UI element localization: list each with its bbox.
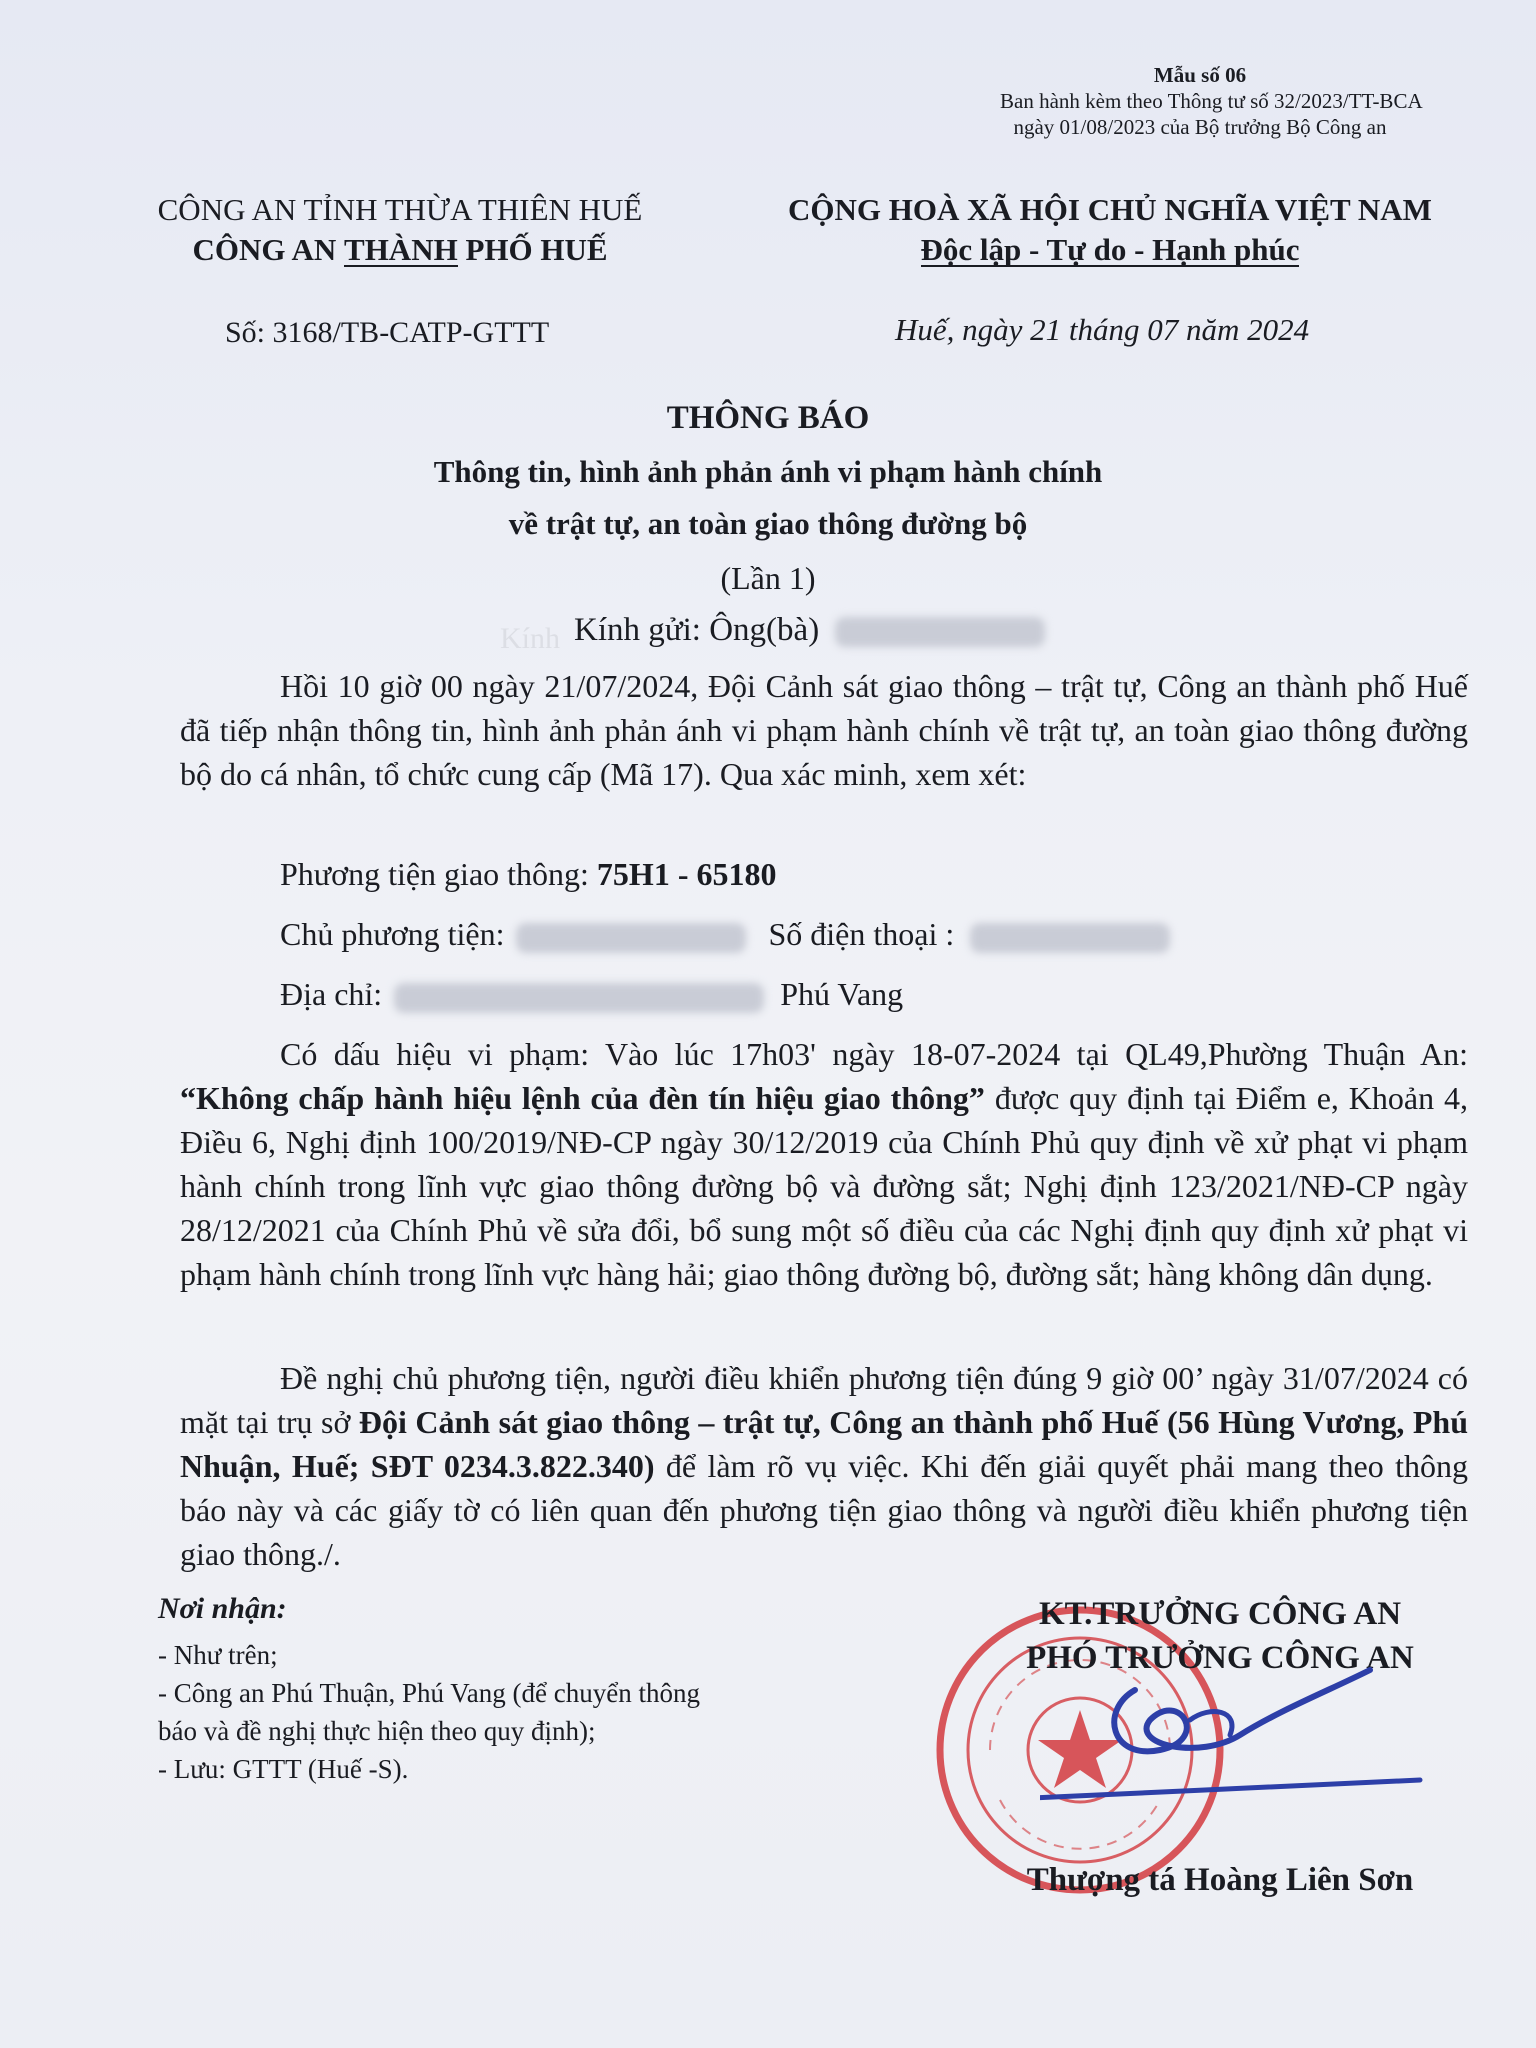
recipients-title: Nơi nhận:	[158, 1592, 287, 1625]
ghost-text: Kính	[500, 622, 560, 655]
vehicle-plate: 75H1 - 65180	[596, 856, 777, 892]
greeting	[574, 612, 1045, 649]
place-date: Huế, ngày 21 tháng 07 năm 2024	[895, 312, 1310, 347]
nation-name: CỘNG HOÀ XÃ HỘI CHỦ NGHĨA VIỆT NAM	[788, 192, 1432, 227]
owner-label: Chủ phương tiện:	[280, 916, 505, 952]
redacted-owner-name	[516, 923, 746, 953]
issuing-agency	[120, 190, 680, 270]
recipient-item-2a: - Công an Phú Thuận, Phú Vang (để chuyển thông	[158, 1678, 700, 1708]
redacted-phone-number	[970, 923, 1170, 953]
recipient-item-3: - Lưu: GTTT (Huế -S).	[158, 1754, 409, 1784]
address-tail: Phú Vang	[780, 976, 904, 1012]
request-text-pre: Đề nghị chủ phương tiện, người điều khiển phương tiện đúng 9 giờ 00’ ngày 31/07/2024 có mặt tại trụ sở	[180, 1360, 1468, 1440]
redacted-address	[394, 983, 764, 1013]
violation-text-post: được quy định tại Điểm e, Khoản 4, Điều 6, Nghị định 100/2019/NĐ-CP ngày 30/12/2019 của Chính Phủ quy định về xử phạt vi phạm hành chính trong lĩnh vực giao thông đường bộ và đường sắt; Nghị định 123/2021/NĐ-CP ngày 28/12/2021 của Chính Phủ về sửa đổi, bổ sung một số điều của các Nghị định quy định xử phạt vi phạm hành chính trong lĩnh vực hàng hải; giao thông đường bộ, đường sắt; hàng không dân dụng.	[180, 1080, 1468, 1292]
document-number: Số: 3168/TB-CATP-GTTT	[225, 316, 550, 349]
form-issued-line2: ngày 01/08/2023 của Bộ trưởng Bộ Công an	[1013, 115, 1387, 139]
handwritten-signature-icon	[1040, 1650, 1460, 1810]
greeting-label: Kính gửi: Ông(bà)	[574, 612, 820, 648]
owner-line	[280, 916, 1170, 953]
agency-line2	[120, 230, 680, 270]
document-subtitle-2: về trật tự, an toàn giao thông đường bộ	[508, 506, 1028, 541]
document-subtitle-1: Thông tin, hình ảnh phản ánh vi phạm hành chính	[433, 454, 1103, 489]
request-text-post: để làm rõ vụ việc. Khi đến giải quyết phải mang theo thông báo này và các giấy tờ có liên quan đến phương tiện giao thông và người điều khiển phương tiện giao thông./.	[180, 1448, 1469, 1572]
signer-title-1: KT.TRƯỞNG CÔNG AN	[1038, 1596, 1402, 1632]
violation-act: “Không chấp hành hiệu lệnh của đèn tín hiệu giao thông”	[180, 1080, 985, 1116]
attempt-number: (Lần 1)	[720, 560, 816, 596]
paragraph-intake-text: Hồi 10 giờ 00 ngày 21/07/2024, Đội Cảnh sát giao thông – trật tự, Công an thành phố Huế đã tiếp nhận thông tin, hình ảnh phản ánh vi phạm hành chính về trật tự, an toàn giao thông đường bộ do cá nhân, tổ chức cung cấp (Mã 17). Qua xác minh, xem xét:	[180, 668, 1468, 792]
nation-motto: Độc lập - Tự do - Hạnh phúc	[920, 232, 1300, 267]
document-title: THÔNG BÁO	[666, 400, 870, 436]
agency-line2-post: PHỐ HUẾ	[457, 232, 608, 267]
recipient-item-2b: báo và đề nghị thực hiện theo quy định);	[158, 1716, 596, 1746]
paragraph-request	[180, 1356, 1468, 1576]
agency-line1: CÔNG AN TỈNH THỪA THIÊN HUẾ	[157, 192, 643, 227]
redacted-recipient-name	[835, 617, 1045, 647]
address-label: Địa chỉ:	[280, 976, 383, 1012]
request-location: Đội Cảnh sát giao thông – trật tự, Công an thành phố Huế (56 Hùng Vương, Phú Nhuận, Huế; SĐT 0234.3.822.340)	[180, 1404, 1469, 1484]
signer-name: Thượng tá Hoàng Liên Sơn	[1026, 1862, 1414, 1898]
phone-label: Số điện thoại :	[768, 916, 955, 952]
violation-text-pre: Có dấu hiệu vi phạm: Vào lúc 17h03' ngày 18-07-2024 tại QL49,Phường Thuận An:	[280, 1036, 1468, 1072]
vehicle-line	[280, 856, 776, 893]
recipient-item-1: - Như trên;	[158, 1640, 278, 1670]
national-motto	[740, 190, 1480, 270]
signer-title-2: PHÓ TRƯỞNG CÔNG AN	[1026, 1640, 1414, 1676]
form-number: Mẫu số 06	[1153, 63, 1247, 87]
form-number-block	[1000, 62, 1423, 140]
paragraph-violation	[180, 1032, 1468, 1296]
vehicle-label: Phương tiện giao thông:	[280, 856, 597, 892]
agency-line2-underlined: THÀNH	[344, 232, 458, 267]
agency-line2-pre: CÔNG AN	[192, 232, 345, 267]
address-line	[280, 976, 903, 1013]
paragraph-intake	[180, 664, 1468, 796]
form-issued-line1: Ban hành kèm theo Thông tư số 32/2023/TT-BCA	[1000, 89, 1423, 113]
